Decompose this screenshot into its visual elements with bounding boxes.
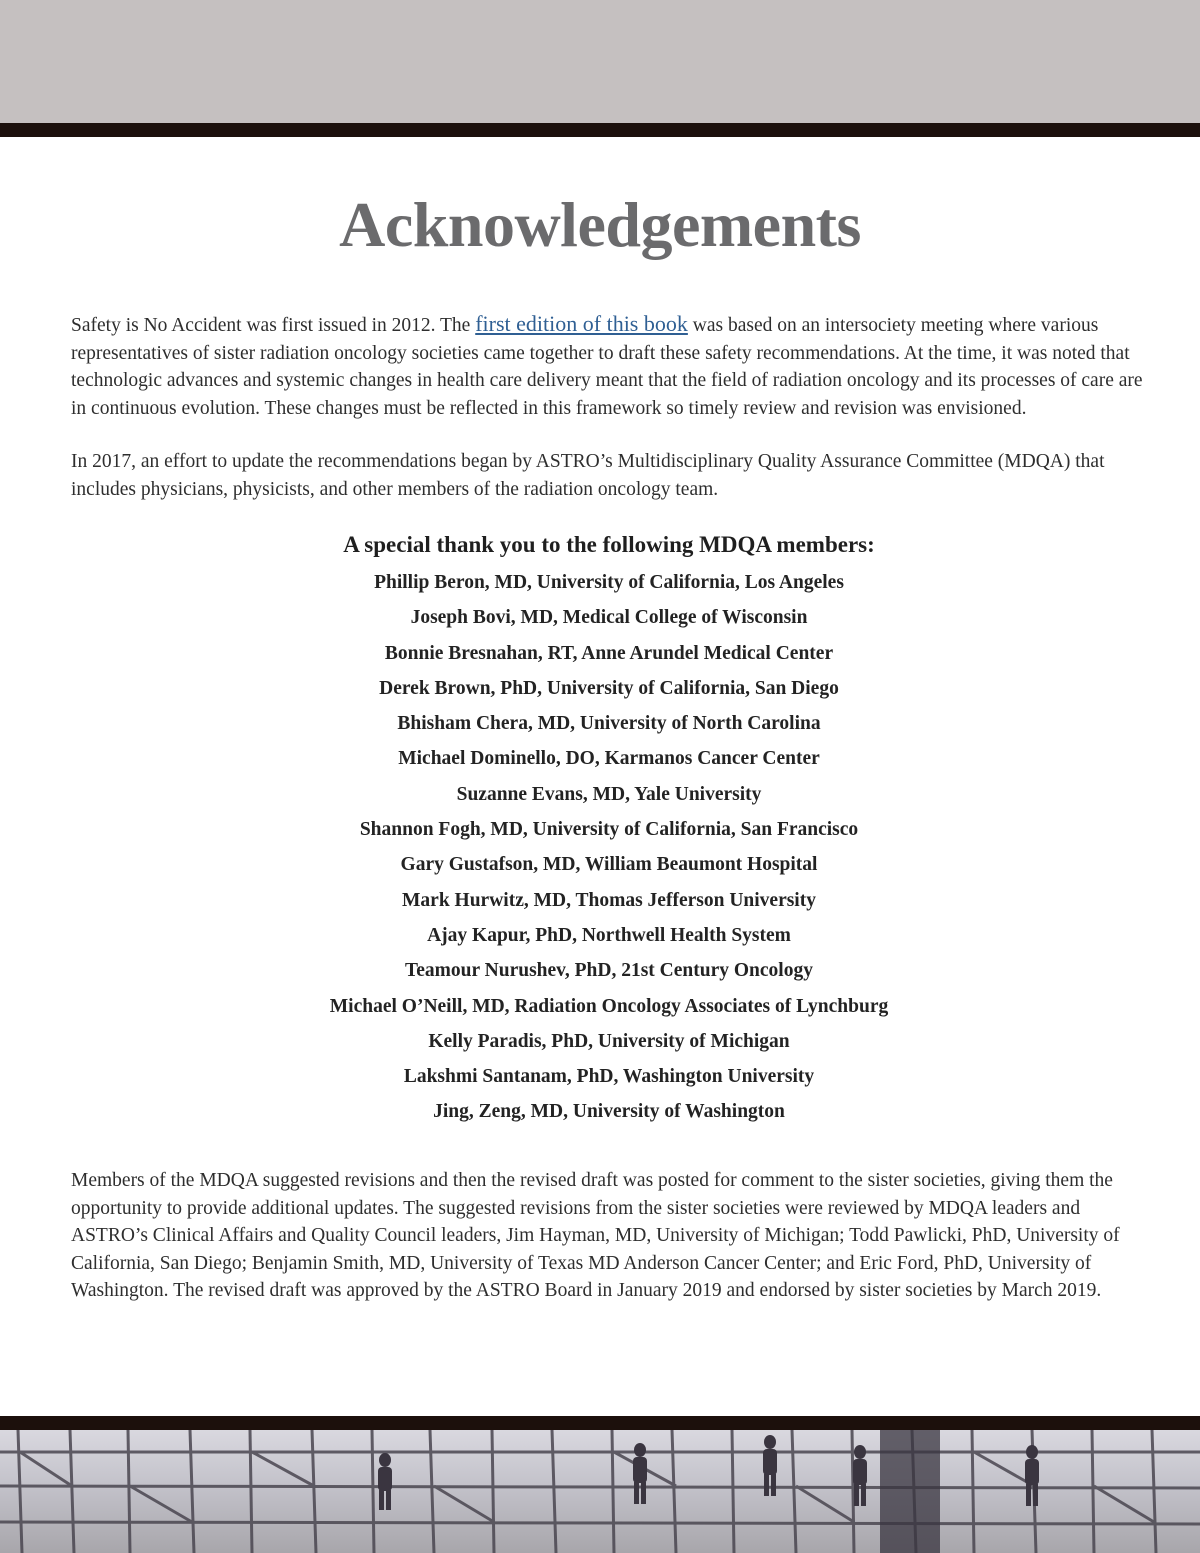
member-item: Phillip Beron, MD, University of California, Los Angeles: [374, 572, 844, 593]
member-item: Michael Dominello, DO, Karmanos Cancer Center: [398, 748, 820, 770]
member-item: Michael O’Neill, MD, Radiation Oncology Associates of Lynchburg: [329, 995, 889, 1017]
member-item: Bhisham Chera, MD, University of North Carolina: [397, 713, 821, 735]
header-band: [0, 0, 1200, 123]
scaffolding-workers-image: [0, 1430, 1200, 1553]
member-list: [0, 565, 1200, 1130]
intro-paragraph: [71, 310, 1153, 422]
page-title: Acknowledgements: [339, 189, 861, 260]
member-item: Gary Gustafson, MD, William Beaumont Hospital: [400, 854, 818, 876]
header-rule: [0, 123, 1200, 137]
footer-rule: [0, 1416, 1200, 1430]
member-item: Bonnie Bresnahan, RT, Anne Arundel Medical Center: [384, 642, 834, 664]
member-item: Joseph Bovi, MD, Medical College of Wisconsin: [410, 607, 808, 629]
closing-paragraph: Members of the MDQA suggested revisions and then the revised draft was posted for comment to the sister societies, giving them the opportunity to provide additional updates. The suggested revisions from the sister societies were reviewed by MDQA leaders and ASTRO’s Clinical Affairs and Quality Council leaders, Jim Hayman, MD, University of Michigan; Todd Pawlicki, PhD, University of California, San Diego; Benjamin Smith, MD, University of Texas MD Anderson Cancer Center; and Eric Ford, PhD, University of Washington. The revised draft was approved by the ASTRO Board in January 2019 and endorsed by sister societies by March 2019.: [71, 1170, 1120, 1301]
member-item: Lakshmi Santanam, PhD, Washington University: [403, 1066, 815, 1088]
member-item: Ajay Kapur, PhD, Northwell Health System: [427, 924, 791, 946]
scaffolding-silhouette: [0, 1430, 1200, 1553]
update-paragraph: In 2017, an effort to update the recommendations began by ASTRO’s Multidisciplinary Quality Assurance Committee (MDQA) that includes physicians, physicists, and other members of the radiation oncology team.: [71, 451, 1105, 500]
member-item: Derek Brown, PhD, University of California, San Diego: [379, 677, 839, 699]
members-heading: A special thank you to the following MDQA members:: [343, 532, 875, 557]
first-edition-link[interactable]: first edition of this book: [475, 311, 688, 336]
intro-text-start: Safety is No Accident was first issued in 2012. The: [71, 315, 476, 336]
intro-text-end: was based on an intersociety meeting where various representatives of sister radiation oncology societies came together to draft these safety recommendations. At the time, it was noted that technologic advances and systemic changes in health care delivery meant that the field of radiation oncology and its processes of care are in continuous evolution. These changes must be reflected in this framework so timely review and revision was envisioned.: [71, 315, 1143, 419]
member-item: Jing, Zeng, MD, University of Washington: [433, 1101, 785, 1123]
member-item: Teamour Nurushev, PhD, 21st Century Oncology: [405, 960, 813, 982]
members-section: [0, 532, 1200, 1130]
member-item: Shannon Fogh, MD, University of California, San Francisco: [359, 819, 859, 841]
member-item: Suzanne Evans, MD, Yale University: [456, 783, 762, 805]
member-item: Mark Hurwitz, MD, Thomas Jefferson University: [402, 889, 816, 911]
member-item: Kelly Paradis, PhD, University of Michigan: [428, 1030, 790, 1052]
